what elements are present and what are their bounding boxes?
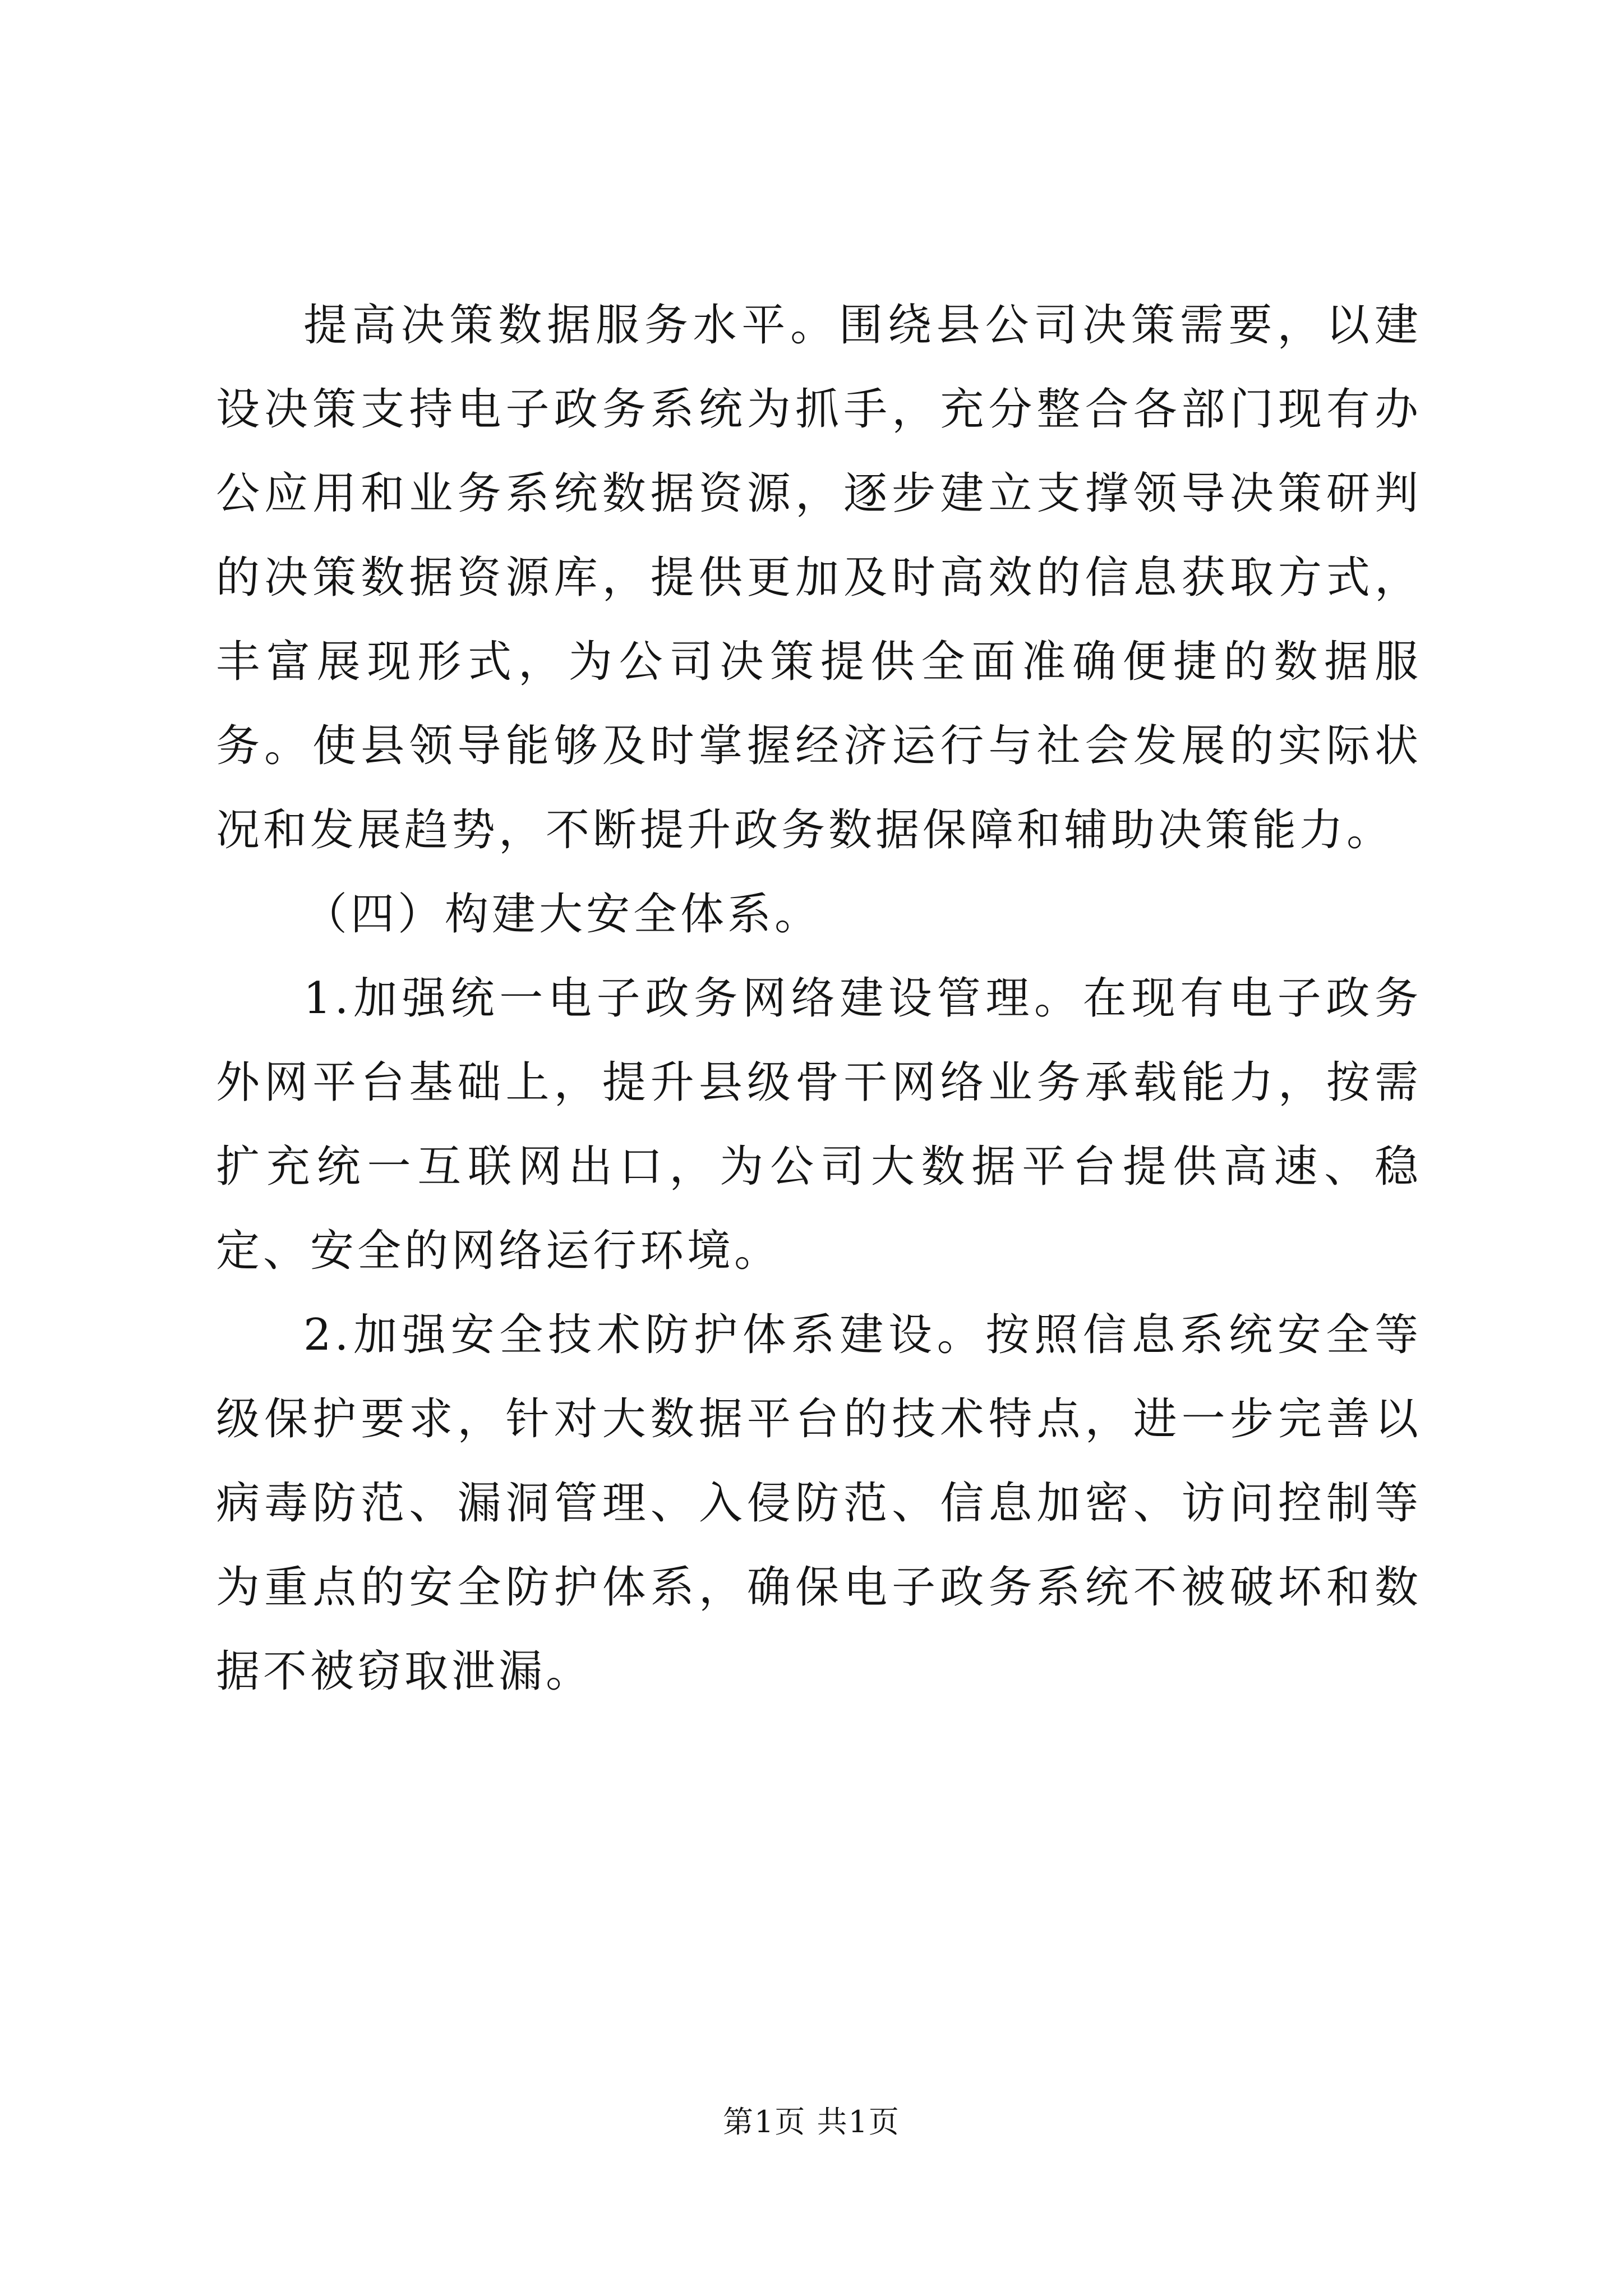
- paragraph-network-management: 1.加强统一电子政务网络建设管理。在现有电子政务外网平台基础上，提升县级骨干网络业务承载能力，按需扩充统一互联网出口，为公司大数据平台提供高速、稳定、安全的网络运行环境。: [216, 973, 1422, 1276]
- paragraph-security-protection: 2.加强安全技术防护体系建设。按照信息系统安全等级保护要求，针对大数据平台的技术特点，进一步完善以病毒防范、漏洞管理、入侵防范、信息加密、访问控制等为重点的安全防护体系，确保电子政务系统不被破坏和数据不被窃取泄漏。: [216, 1310, 1422, 1697]
- document-body: [216, 283, 1422, 1714]
- page-number-footer: 第1页 共1页: [723, 2104, 900, 2139]
- paragraph-decision-data-service: 提高决策数据服务水平。围绕县公司决策需要，以建设决策支持电子政务系统为抓手，充分整合各部门现有办公应用和业务系统数据资源，逐步建立支撑领导决策研判的决策数据资源库，提供更加及时高效的信息获取方式，丰富展现形式，为公司决策提供全面准确便捷的数据服务。使县领导能够及时掌握经济运行与社会发展的实际状况和发展趋势，不断提升政务数据保障和辅助决策能力。: [216, 300, 1422, 855]
- section-heading-security-system: （四）构建大安全体系。: [303, 889, 822, 940]
